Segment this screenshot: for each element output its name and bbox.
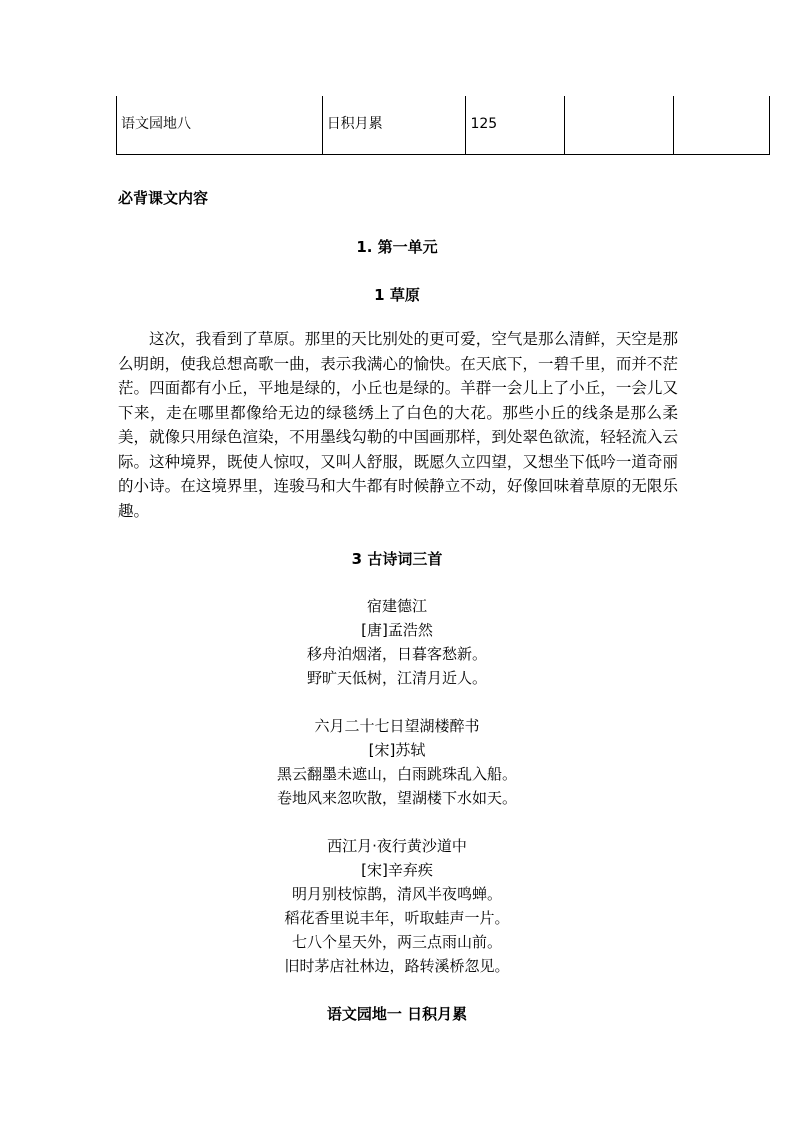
table-cell-page: 125 [466, 96, 565, 154]
poem-author: [宋]苏轼 [368, 741, 426, 759]
poem-line: 卷地风来忽吹散，望湖楼下水如天。 [276, 789, 517, 807]
table-cell-content: 日积月累 [323, 96, 467, 154]
table-fragment [116, 96, 770, 155]
poem-line: 旧时茅店社林边，路转溪桥忽见。 [284, 957, 510, 975]
poem-line: 明月别枝惊鹊，清风半夜鸣蝉。 [291, 885, 502, 903]
lesson1-text: 这次，我看到了草原。那里的天比别处的更可爱，空气是那么清鲜，天空是那么明朗，使我总想高歌一曲，表示我满心的愉快。在天底下，一碧千里，而并不茫茫。四面都有小丘，平地是绿的，小丘也是绿的。羊群一会儿上了小丘，一会儿又下来，走在哪里都像给无边的绿毯绣上了白色的大花。那些小丘的线条是那么柔美，就像只用绿色渲染，不用墨线勾勒的中国画那样，到处翠色欲流，轻轻流入云际。这种境界，既使人惊叹，又叫人舒服，既愿久立四望，又想坐下低吟一道奇丽的小诗。在这境界里，连骏马和大牛都有时候静立不动，好像回味着草原的无限乐趣。 [118, 330, 678, 520]
lesson1-title: 1 草原 [374, 286, 420, 304]
poem-title: 宿建德江 [366, 597, 427, 615]
table-cell-empty-2 [674, 96, 770, 154]
garden-heading: 语文园地一 日积月累 [326, 1005, 468, 1023]
unit-heading: 1. 第一单元 [356, 238, 438, 256]
poem-title: 六月二十七日望湖楼醉书 [314, 717, 480, 735]
poem-line: 野旷天低树，江清月近人。 [306, 669, 487, 687]
poem-author: [唐]孟浩然 [361, 621, 433, 639]
poem-line: 稻花香里说丰年，听取蛙声一片。 [284, 909, 510, 927]
poem-2 [0, 714, 794, 810]
poem-1 [0, 594, 794, 690]
poem-line: 黑云翻墨未遮山，白雨跳珠乱入船。 [276, 765, 517, 783]
poem-author: [宋]辛弃疾 [361, 861, 433, 879]
poem-line: 移舟泊烟渚，日暮客愁新。 [306, 645, 487, 663]
lesson3-title: 3 古诗词三首 [351, 550, 443, 568]
poem-title: 西江月·夜行黄沙道中 [327, 837, 467, 855]
poem-line: 七八个星天外，两三点雨山前。 [291, 933, 502, 951]
table-cell-empty-1 [565, 96, 674, 154]
poem-3 [0, 834, 794, 978]
table-cell-unit: 语文园地八 [117, 96, 323, 154]
section-label: 必背课文内容 [118, 189, 209, 207]
